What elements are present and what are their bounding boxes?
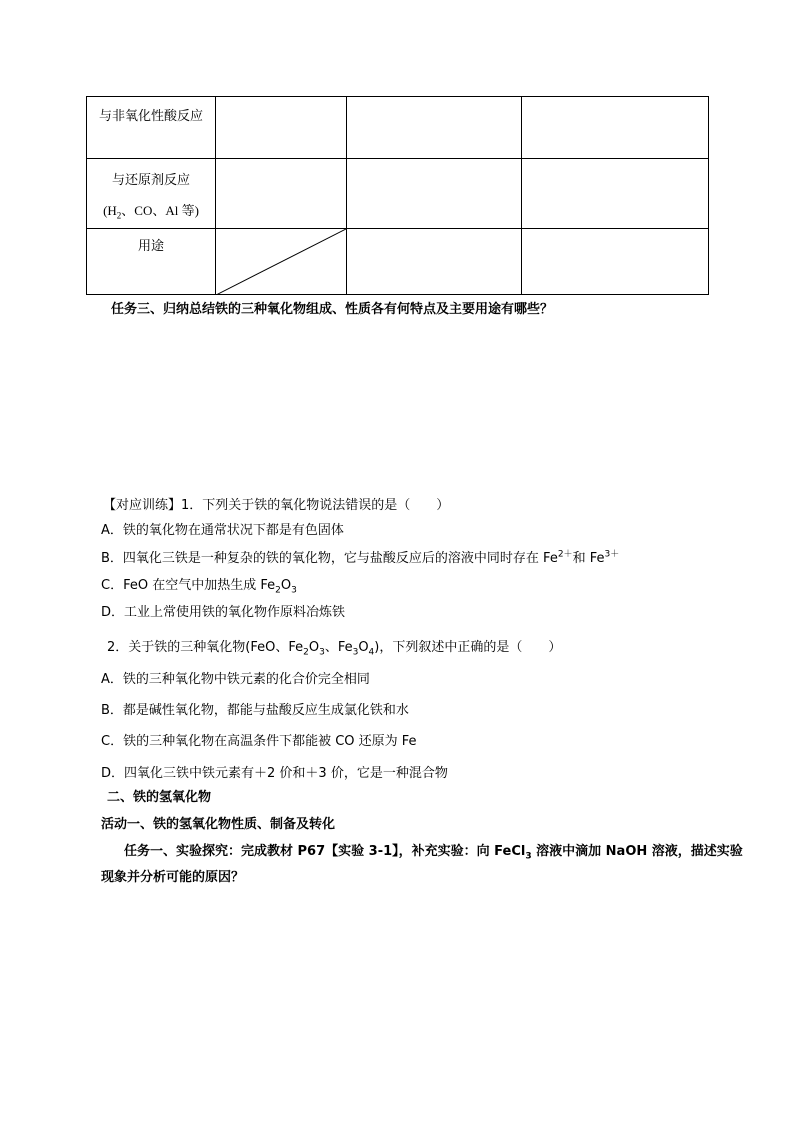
formula-sub: 3 <box>291 585 297 596</box>
q2-stem <box>107 636 562 658</box>
formula-sub: 2 <box>303 647 309 658</box>
row-label-cell <box>87 229 216 295</box>
option-text: C．FeO 在空气中加热生成 Fe <box>101 578 276 593</box>
table-row <box>87 159 709 229</box>
stem-text: O <box>358 640 369 655</box>
table-cell <box>522 159 709 229</box>
table-cell <box>216 159 347 229</box>
table-cell <box>347 159 522 229</box>
table-cell <box>522 229 709 295</box>
q1-option-b <box>101 547 619 566</box>
q1-option-d: D．工业上常使用铁的氧化物作原料冶炼铁 <box>101 605 346 620</box>
q1-option-c <box>101 574 297 596</box>
formula-sub: 3 <box>319 647 325 658</box>
q2-option-c: C．铁的三种氧化物在高温条件下都能被 CO 还原为 Fe <box>101 734 417 749</box>
stem-text: O <box>308 640 320 655</box>
task1-text: 溶液中滴加 NaOH 溶液，描述实验 <box>531 844 743 859</box>
row-note <box>87 200 215 219</box>
task1-line2: 现象并分析可能的原因？ <box>101 870 245 885</box>
option-text: B．四氧化三铁是一种复杂的铁的氧化物，它与盐酸反应后的溶液中同时存在 Fe <box>101 551 558 566</box>
q1-option-a: A．铁的氧化物在通常状况下都是有色固体 <box>101 523 344 538</box>
charge-sup: 2＋ <box>557 549 573 560</box>
note-text: 、CO、Al 等) <box>121 203 199 218</box>
option-text: 和 Fe <box>572 551 605 566</box>
table-cell <box>216 97 347 159</box>
note-sub: 2 <box>116 210 122 221</box>
charge-sup: 3＋ <box>604 549 620 560</box>
q2-option-b: B．都是碱性氧化物，都能与盐酸反应生成氯化铁和水 <box>101 703 409 718</box>
row-label-cell <box>87 97 216 159</box>
row-label-cell <box>87 159 216 229</box>
q1-stem: 【对应训练】1．下列关于铁的氧化物说法错误的是（ ） <box>103 498 450 513</box>
table-cell <box>347 97 522 159</box>
note-text: (H <box>103 203 117 218</box>
row-label: 用途 <box>137 239 164 254</box>
diagonal-line <box>216 229 346 295</box>
diagonal-cell <box>216 229 347 295</box>
stem-text: )，下列叙述中正确的是（ ） <box>374 640 562 655</box>
table-cell <box>347 229 522 295</box>
section-heading: 二、铁的氢氧化物 <box>107 790 212 805</box>
task3-heading: 任务三、归纳总结铁的三种氧化物组成、性质各有何特点及主要用途有哪些？ <box>111 302 554 317</box>
stem-text: 、Fe <box>324 640 353 655</box>
activity-heading: 活动一、铁的氢氧化物性质、制备及转化 <box>101 817 336 832</box>
table-cell <box>522 97 709 159</box>
stem-text: 2．关于铁的三种氧化物(FeO、Fe <box>107 640 304 655</box>
formula-sub: 3 <box>352 647 359 658</box>
oxide-properties-table <box>86 96 709 295</box>
task1-line1 <box>124 840 743 862</box>
q2-option-a: A．铁的三种氧化物中铁元素的化合价完全相同 <box>101 672 370 687</box>
formula-sub: 3 <box>525 851 532 862</box>
task1-text: 任务一、实验探究：完成教材 P67【实验 3-1】，补充实验：向 FeCl <box>124 844 526 859</box>
formula-sub: 4 <box>368 647 375 658</box>
row-label: 与还原剂反应 <box>111 173 190 188</box>
formula-sub: 2 <box>275 585 281 596</box>
table-row <box>87 229 709 295</box>
q2-option-d: D．四氧化三铁中铁元素有＋2 价和＋3 价，它是一种混合物 <box>101 766 448 781</box>
table-row <box>87 97 709 159</box>
row-label: 与非氧化性酸反应 <box>98 109 203 124</box>
option-text: O <box>280 578 292 593</box>
